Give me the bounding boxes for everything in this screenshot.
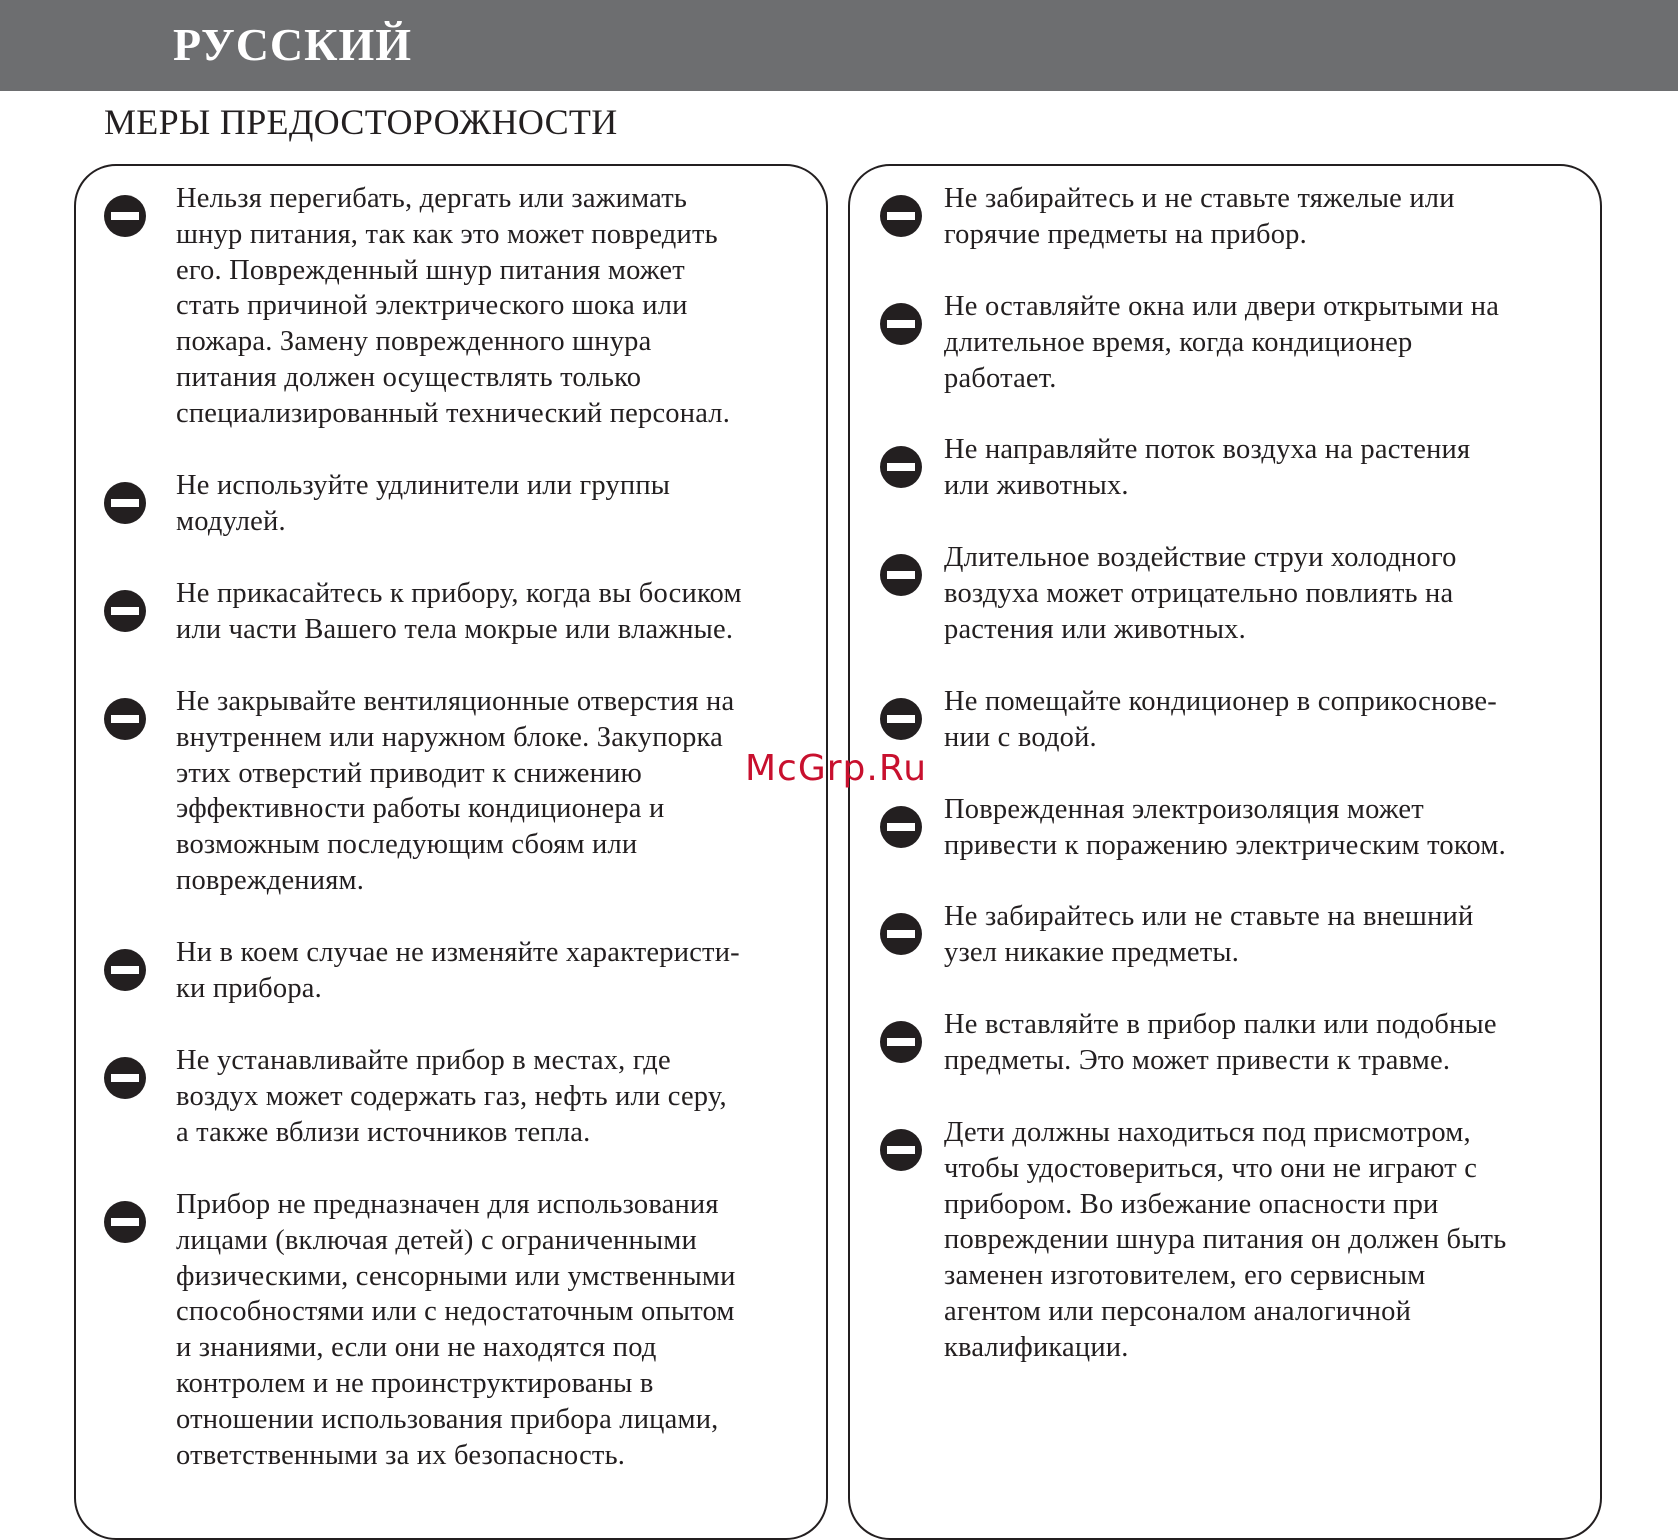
prohibition-sign-icon xyxy=(104,1201,146,1243)
precaution-text: Не используйте удлинители или группы модулей. xyxy=(176,470,671,537)
precaution-text: Не закрывайте вентиляционные отверстия на внутреннем или наружном блоке. Закупорка этих отверстий приводит к снижению эффективности работы кондиционера и возможным последующим сбоям или повреждениям. xyxy=(176,686,735,896)
precaution-text: Прибор не предназначен для использования лицами (включая детей) с ограниченными физическими, сенсорными или умственными способностями или с недостаточным опытом и знаниями, если они не находятся под контролем и не проинструктированы в отношении использования прибора лицами, ответственными за их безопасность. xyxy=(176,1189,736,1471)
prohibition-sign-icon xyxy=(104,698,146,740)
prohibition-sign-icon xyxy=(104,949,146,991)
section-title: МЕРЫ ПРЕДОСТОРОЖНОСТИ xyxy=(104,102,618,142)
precaution-text: Не направляйте поток воздуха на растения или животных. xyxy=(944,434,1471,501)
precaution-text: Поврежденная электроизоляция может привести к поражению электрическим током. xyxy=(944,794,1506,861)
prohibition-sign-icon xyxy=(104,195,146,237)
precaution-text: Не оставляйте окна или двери открытыми на длительное время, когда кондиционер работает. xyxy=(944,291,1500,394)
precaution-text: Не устанавливайте прибор в местах, где воздух может содержать газ, нефть или серу, а также вблизи источников тепла. xyxy=(176,1045,727,1148)
prohibition-sign-icon xyxy=(104,1057,146,1099)
prohibition-sign-icon xyxy=(880,1021,922,1063)
precaution-text: Не прикасайтесь к прибору, когда вы босиком или части Вашего тела мокрые или влажные. xyxy=(176,578,742,645)
right-precautions-panel xyxy=(848,164,1602,1540)
prohibition-sign-icon xyxy=(880,554,922,596)
language-header-band xyxy=(0,0,1678,91)
precaution-text: Не помещайте кондиционер в соприкоснове- нии с водой. xyxy=(944,686,1497,753)
left-precautions-panel xyxy=(74,164,828,1540)
prohibition-sign-icon xyxy=(880,303,922,345)
prohibition-sign-icon xyxy=(880,698,922,740)
precaution-text: Не забирайтесь и не ставьте тяжелые или горячие предметы на прибор. xyxy=(944,183,1455,250)
precaution-text: Ни в коем случае не изменяйте характеристи- ки прибора. xyxy=(176,937,740,1004)
precaution-text: Не вставляйте в прибор палки или подобные предметы. Это может привести к травме. xyxy=(944,1009,1497,1076)
prohibition-sign-icon xyxy=(880,446,922,488)
language-label: РУССКИЙ xyxy=(173,19,413,70)
prohibition-sign-icon xyxy=(880,913,922,955)
precaution-text: Не забирайтесь или не ставьте на внешний узел никакие предметы. xyxy=(944,901,1474,968)
precaution-text: Нельзя перегибать, дергать или зажимать шнур питания, так как это может повредить его. Поврежденный шнур питания может стать причиной электрического шока или пожара. Замену поврежденного шнура питания должен осуществлять только специализированный технический персонал. xyxy=(176,183,731,429)
prohibition-sign-icon xyxy=(880,1129,922,1171)
precaution-text: Дети должны находиться под присмотром, чтобы удостовериться, что они не играют с прибором. Во избежание опасности при повреждении шнура питания он должен быть заменен изготовителем, его сервисным агентом или персоналом аналогичной квалификации. xyxy=(944,1117,1507,1363)
prohibition-sign-icon xyxy=(104,590,146,632)
watermark: McGrp.Ru xyxy=(745,748,928,789)
prohibition-sign-icon xyxy=(880,806,922,848)
precaution-text: Длительное воздействие струи холодного воздуха может отрицательно повлиять на растения или животных. xyxy=(944,542,1457,645)
prohibition-sign-icon xyxy=(104,482,146,524)
prohibition-sign-icon xyxy=(880,195,922,237)
